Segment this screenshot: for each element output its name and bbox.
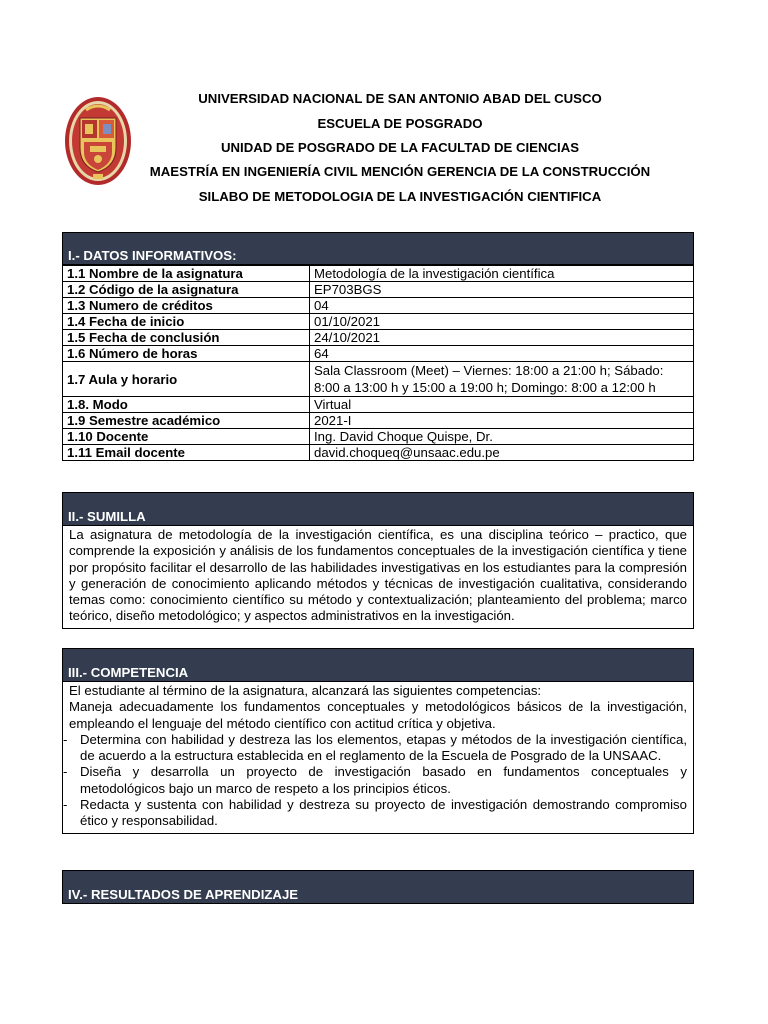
table-row: [63, 330, 694, 346]
competencia-bullet: Redacta y sustenta con habilidad y destreza su proyecto de investigación demostrando compromiso ético y responsabilidad.: [80, 797, 687, 829]
sumilla-section: [62, 492, 694, 629]
table-row: [63, 314, 694, 330]
table-row: [63, 445, 694, 461]
row-key: 1.1 Nombre de la asignatura: [63, 266, 310, 282]
row-key: 1.7 Aula y horario: [63, 362, 310, 397]
row-key: 1.4 Fecha de inicio: [63, 314, 310, 330]
datos-table: [62, 265, 694, 461]
resultados-section: [62, 870, 694, 904]
competencia-box: [62, 682, 694, 834]
row-value: david.choqueq@unsaac.edu.pe: [310, 445, 694, 461]
university-name: UNIVERSIDAD NACIONAL DE SAN ANTONIO ABAD DEL CUSCO: [198, 91, 602, 106]
row-value: 04: [310, 298, 694, 314]
table-row: [63, 298, 694, 314]
competencia-bullet: Diseña y desarrolla un proyecto de investigación basado en fundamentos conceptuales y metodológicos bajo un marco de respeto a los principios éticos.: [80, 764, 687, 796]
table-row: [63, 266, 694, 282]
row-value: 2021-I: [310, 413, 694, 429]
row-value: 24/10/2021: [310, 330, 694, 346]
row-key: 1.11 Email docente: [63, 445, 310, 461]
program-name: MAESTRÍA EN INGENIERÍA CIVIL MENCIÓN GERENCIA DE LA CONSTRUCCIÓN: [149, 164, 651, 179]
row-value: Metodología de la investigación científica: [310, 266, 694, 282]
row-key: 1.10 Docente: [63, 429, 310, 445]
bullet-dash: -: [63, 797, 68, 813]
row-key: 1.2 Código de la asignatura: [63, 282, 310, 298]
unit-name: UNIDAD DE POSGRADO DE LA FACULTAD DE CIENCIAS: [220, 140, 580, 155]
row-value: Sala Classroom (Meet) – Viernes: 18:00 a 21:00 h; Sábado: 8:00 a 13:00 h y 15:00 a 19:00 h; Domingo: 8:00 a 12:00 h: [310, 362, 694, 397]
school-name: ESCUELA DE POSGRADO: [317, 116, 483, 131]
list-item: [63, 764, 687, 797]
bullet-dash: -: [63, 731, 68, 747]
competencia-bullet: Determina con habilidad y destreza las los elementos, etapas y métodos de la investigación científica, de acuerdo a la estructura establecida en el reglamento de la Escuela de Posgrado de la UNSAAC.: [80, 731, 687, 764]
table-row: [63, 413, 694, 429]
row-key: 1.3 Numero de créditos: [63, 298, 310, 314]
table-row: [63, 282, 694, 298]
row-key: 1.6 Número de horas: [63, 346, 310, 362]
competencia-intro: El estudiante al término de la asignatura, alcanzará las siguientes competencias:: [69, 683, 542, 698]
row-value: 01/10/2021: [310, 314, 694, 330]
competencia-heading: III.- COMPETENCIA: [62, 648, 694, 682]
row-value: 64: [310, 346, 694, 362]
sumilla-heading: II.- SUMILLA: [62, 492, 694, 526]
syllabus-title: SILABO DE METODOLOGIA DE LA INVESTIGACIÓN CIENTIFICA: [198, 189, 602, 204]
row-value: Virtual: [310, 397, 694, 413]
row-key: 1.9 Semestre académico: [63, 413, 310, 429]
competencia-section: [62, 648, 694, 834]
list-item: [63, 732, 687, 765]
table-row: [63, 429, 694, 445]
table-row: [63, 362, 694, 397]
row-value: EP703BGS: [310, 282, 694, 298]
list-item: [63, 797, 687, 830]
table-row: [63, 397, 694, 413]
sumilla-text: La asignatura de metodología de la investigación científica, es una disciplina teórico – practico, que comprende la exposición y análisis de los fundamentos conceptuales de la investigación científica y tiene por propósito facilitar el desarrollo de las habilidades investigativas en los estudiantes para la compresión y generación de conocimiento aplicando métodos y técnicas de investigación cualitativa, considerando temas como: conocimiento científico su método y contextualización; planteamiento del problema; marco teórico, diseño metodológico; y aspectos administrativos en la investigación.: [62, 526, 694, 629]
datos-heading: I.- DATOS INFORMATIVOS:: [62, 232, 694, 265]
row-key: 1.5 Fecha de conclusión: [63, 330, 310, 346]
table-row: [63, 346, 694, 362]
resultados-heading: IV.- RESULTADOS DE APRENDIZAJE: [62, 870, 694, 904]
row-key: 1.8. Modo: [63, 397, 310, 413]
competencia-general: Maneja adecuadamente los fundamentos conceptuales y metodológicos básicos de la investigación, empleando el lenguaje del método científico con actitud crítica y objetiva.: [69, 699, 687, 731]
datos-informativos-section: [62, 232, 694, 461]
bullet-dash: -: [63, 764, 68, 780]
row-value: Ing. David Choque Quispe, Dr.: [310, 429, 694, 445]
